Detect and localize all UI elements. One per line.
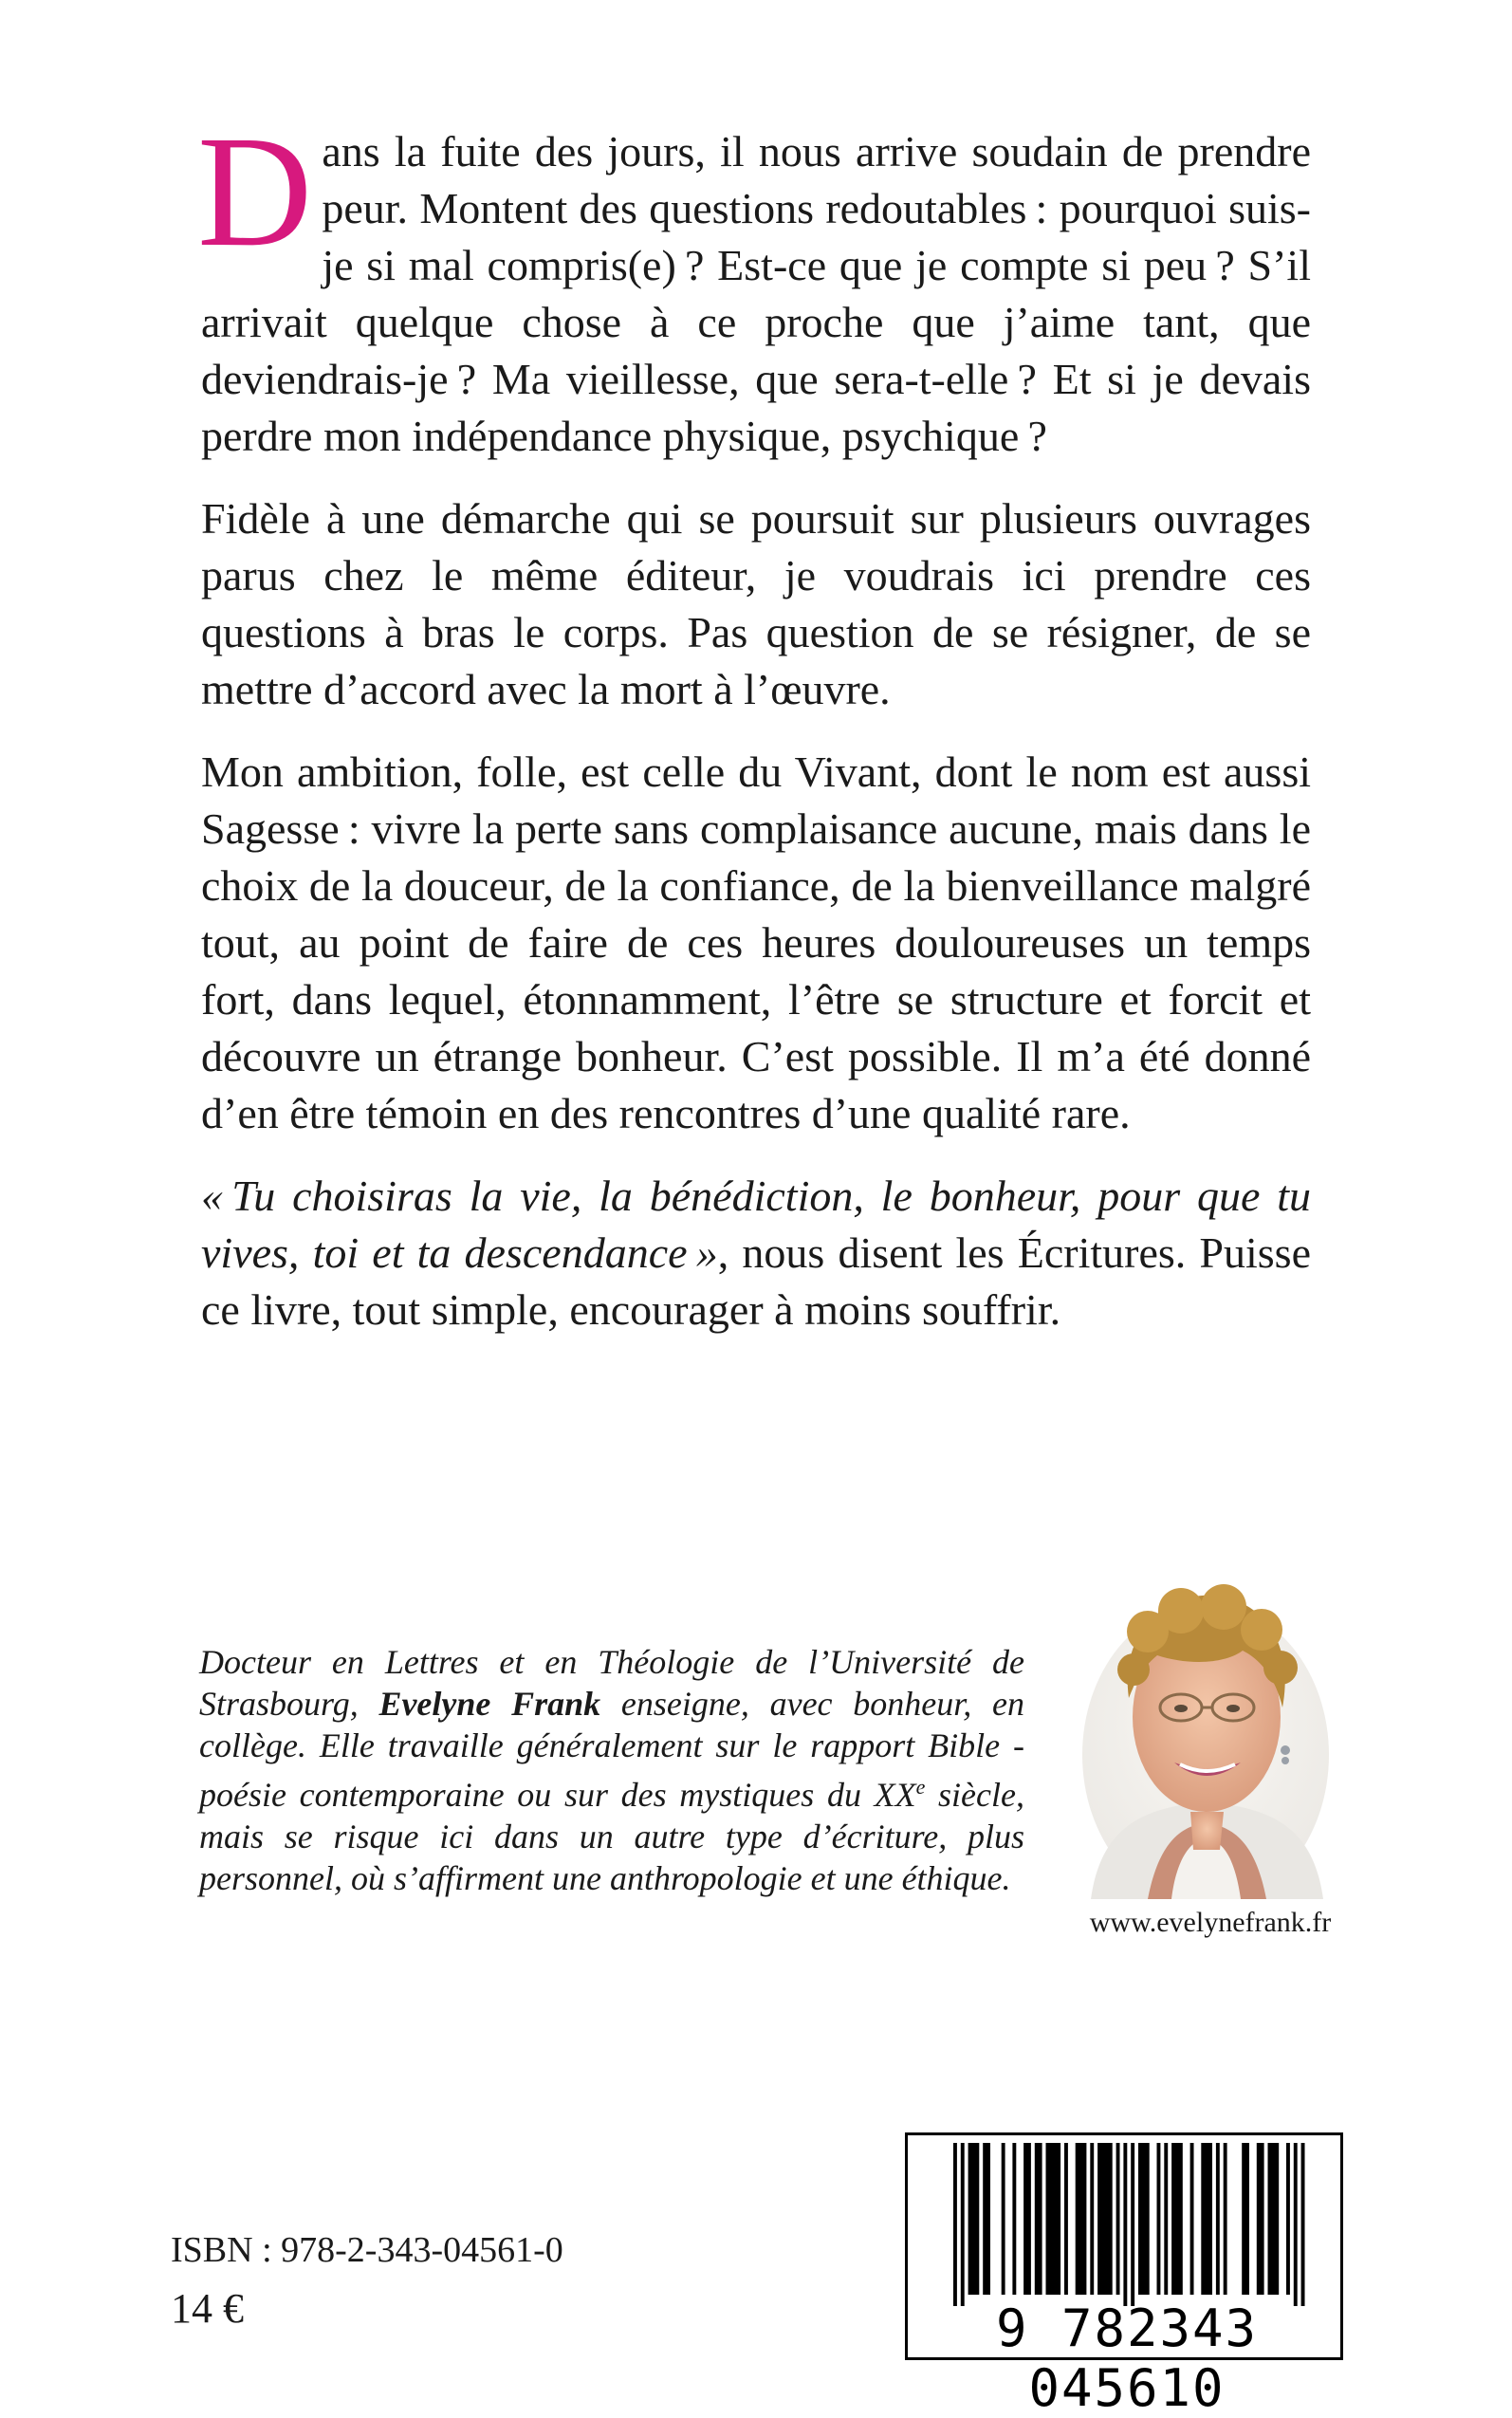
barcode-bar (1012, 2143, 1016, 2295)
barcode-bar (1097, 2143, 1113, 2295)
barcode-bar (953, 2143, 957, 2306)
barcode-bar (1064, 2143, 1068, 2295)
barcode-bar (1002, 2143, 1005, 2295)
bio-text-3: siècle, mais se risque ici dans un autre type d’écriture, plus personnel, où s’affirment une anthropologie et une éthique. (199, 1776, 1024, 1897)
barcode-bar (1286, 2143, 1290, 2295)
barcode-bar (1131, 2143, 1134, 2306)
barcode-bar (1023, 2143, 1031, 2295)
barcode-digits: 9 782343 045610 (995, 2298, 1259, 2418)
barcode-bar (1216, 2143, 1220, 2295)
century-superscript: e (915, 1775, 926, 1799)
barcode-bar (1138, 2143, 1150, 2295)
bio-text-2: enseigne, avec bonheur, en collège. Elle travaille généralement sur le rapport Bible - poésie contemporaine ou sur des mystiques du XX (199, 1685, 1024, 1814)
barcode-bar (1046, 2143, 1061, 2295)
bible-quote: « Tu choisiras la vie, la bénédiction, le bonheur, pour que tu vives, toi et ta descendance » (201, 1172, 1311, 1277)
barcode-bar (1190, 2143, 1194, 2295)
barcode-bar (1224, 2143, 1227, 2295)
barcode-bar (1171, 2143, 1183, 2295)
drop-cap: D (197, 103, 313, 280)
back-cover-blurb (197, 103, 1311, 1364)
barcode-bar (983, 2143, 990, 2295)
barcode-bar (1123, 2143, 1127, 2306)
blurb-paragraph-4-text: , nous disent les Écritures. Puisse ce livre, tout simple, encourager à moins souffrir. (201, 1228, 1311, 1334)
blurb-paragraph-1 (197, 103, 1311, 465)
barcode-bar (1257, 2143, 1264, 2295)
author-website: www.evelynefrank.fr (1089, 1907, 1332, 1938)
author-name: Evelyne Frank (378, 1685, 601, 1723)
barcode-bar (1116, 2143, 1120, 2295)
blurb-paragraph-4 (201, 1168, 1311, 1338)
barcode-bar (961, 2143, 965, 2306)
barcode-bar (1268, 2143, 1280, 2295)
price: 14 € (171, 2285, 244, 2332)
author-bio (199, 1641, 1024, 1899)
barcode (905, 2132, 1343, 2418)
isbn: ISBN : 978-2-343-04561-0 (171, 2230, 563, 2270)
barcode-bar (1164, 2143, 1168, 2295)
barcode-bar (1090, 2143, 1094, 2295)
barcode-bar (1157, 2143, 1161, 2295)
blurb-paragraph-3: Mon ambition, folle, est celle du Vivant, dont le nom est aussi Sagesse : vivre la perte sans complaisance aucune, mais dans le choix de la douceur, de la confiance, de la bienveillance malgré tout, au point de faire de ces heures douloureuses un temps fort, dans lequel, étonnamment, l’être se structure et forcit et découvre un étrange bonheur. C’est possible. Il m’a été donné d’en être témoin en des rencontres d’une qualité rare. (201, 748, 1311, 1137)
author-bio-text (199, 1641, 1024, 1899)
blurb-paragraph-1-text: ans la fuite des jours, il nous arrive soudain de prendre peur. Montent des questions redoutables : pourquoi suis-je si mal compris(e) ? Est-ce que je compte si peu ? S’il arrivait quelque chose à ce proche que j’aime tant, que deviendrais-je ? Ma vieillesse, que sera-t-elle ? Et si je devais perdre mon indépendance physique, psychique ? (201, 127, 1311, 460)
barcode-bar (1242, 2143, 1249, 2295)
author-photo (1081, 1575, 1330, 1899)
barcode-bar (1301, 2143, 1305, 2306)
barcode-bar (1294, 2143, 1298, 2306)
bio-text-1: Docteur en Lettres et en Théologie de l’Université de Strasbourg, (199, 1643, 1024, 1723)
barcode-bar (968, 2143, 980, 2295)
barcode-bar (1076, 2143, 1087, 2295)
barcode-bar (1201, 2143, 1212, 2295)
barcode-bar (1035, 2143, 1042, 2295)
blurb-paragraph-2: Fidèle à une démarche qui se poursuit sur plusieurs ouvrages parus chez le même éditeur, je voudrais ici prendre ces questions à bras le corps. Pas question de se résigner, de se mettre d’accord avec la mort à l’œuvre. (201, 494, 1311, 713)
